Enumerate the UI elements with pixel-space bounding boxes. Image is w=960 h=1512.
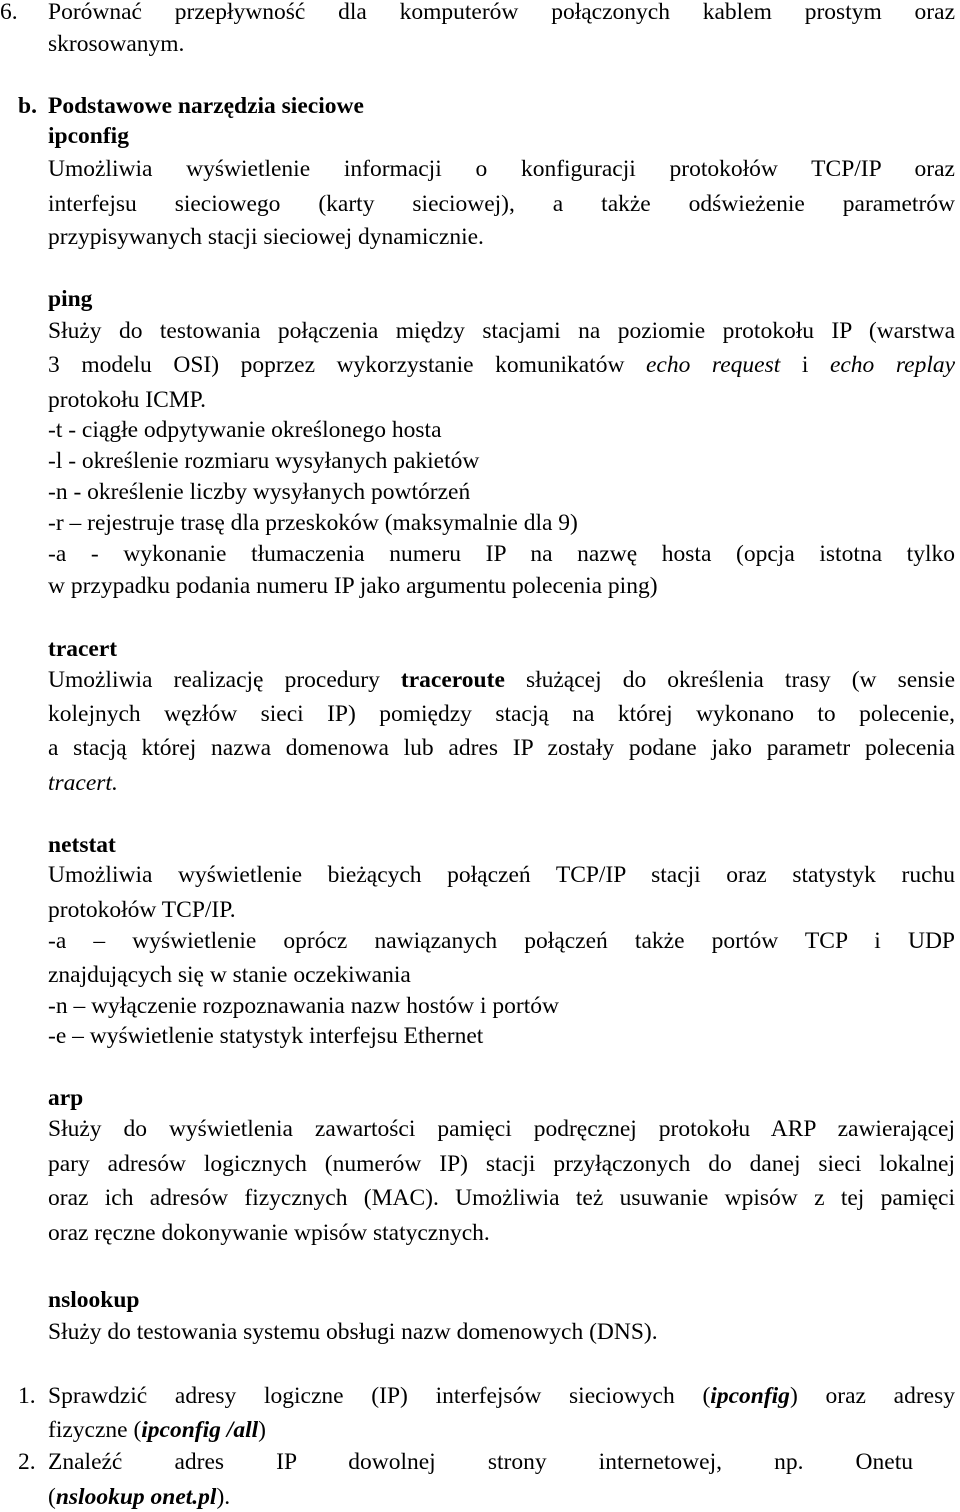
netstat-option-e: -e – wyświetlenie statystyk interfejsu Ethernet	[48, 1023, 484, 1049]
tracert-line-1-text: Umożliwia realizację procedury	[48, 667, 380, 693]
ipconfig-heading: ipconfig	[48, 123, 129, 149]
arp-heading: arp	[48, 1085, 84, 1111]
arp-line-4: oraz ręczne dokonywanie wpisów statycznych.	[48, 1220, 490, 1246]
ping-heading: ping	[48, 286, 93, 312]
task-6-line-2: skrosowanym.	[48, 31, 185, 57]
ping-option-l: -l - określenie rozmiaru wysyłanych pakietów	[48, 448, 480, 474]
arp-line-1: Służy do wyświetlenia zawartości pamięci podręcznej protokołu ARP zawierającej	[48, 1116, 955, 1142]
netstat-line-1: Umożliwia wyświetlenie bieżących połączeń TCP/IP stacji oraz statystyk ruchu	[48, 862, 955, 888]
ping-line-2	[48, 351, 955, 379]
traceroute-term: traceroute	[400, 667, 505, 693]
list-number-2: 2.	[18, 1449, 36, 1475]
section-letter: b.	[18, 93, 37, 119]
netstat-option-n: -n – wyłączenie rozpoznawania nazw hostów i portów	[48, 993, 559, 1019]
task-2-close: ).	[216, 1484, 231, 1510]
tracert-line-1	[48, 666, 955, 694]
task-2-open: (	[48, 1484, 56, 1510]
ping-line-2-and: i	[801, 352, 809, 378]
task-1-text: Sprawdzić adresy logiczne (IP) interfejsów sieciowych (	[48, 1383, 711, 1409]
ipconfig-line-3: przypisywanych stacji sieciowej dynamicznie.	[48, 224, 484, 250]
netstat-line-2: protokołów TCP/IP.	[48, 897, 236, 923]
task-2-line-1: Znaleźć adres IP dowolnej strony internetowej, np. Onetu	[48, 1449, 913, 1475]
tracert-line-4	[48, 769, 955, 797]
ping-option-n: -n - określenie liczby wysyłanych powtórzeń	[48, 479, 471, 505]
ping-option-a-line-1: -a - wykonanie tłumaczenia numeru IP na nazwę hosta (opcja istotna tylko	[48, 541, 955, 567]
ping-line-3: protokołu ICMP.	[48, 387, 206, 413]
task-1-line-1	[48, 1382, 955, 1410]
tracert-line-1-rest: służącej do określenia trasy (w sensie	[525, 667, 955, 693]
ping-option-t: -t - ciągłe odpytywanie określonego hosta	[48, 417, 442, 443]
ipconfig-line-2: interfejsu sieciowego (karty sieciowej), a także odświeżenie parametrów	[48, 191, 955, 217]
ping-option-r: -r – rejestruje trasę dla przeskoków (maksymalnie dla 9)	[48, 510, 578, 536]
tracert-heading: tracert	[48, 636, 118, 662]
ipconfig-command: ipconfig	[710, 1383, 790, 1409]
netstat-option-a-line-1: -a – wyświetlenie oprócz nawiązanych połączeń także portów TCP i UDP	[48, 928, 955, 954]
tracert-line-3: a stacją której nazwa domenowa lub adres IP zostały podane jako parametr polecenia	[48, 735, 955, 761]
ipconfig-all-command: ipconfig /all	[141, 1417, 259, 1443]
task-1-line-2-text: fizyczne (	[48, 1417, 142, 1443]
list-number-6: 6.	[0, 0, 18, 25]
nslookup-heading: nslookup	[48, 1287, 140, 1313]
list-number-1: 1.	[18, 1383, 36, 1409]
nslookup-command: nslookup onet.pl	[55, 1484, 217, 1510]
ping-line-2-text: 3 modelu OSI) poprzez wykorzystanie komunikatów	[48, 352, 625, 378]
task-1-line-2	[48, 1416, 955, 1444]
arp-line-3: oraz ich adresów fizycznych (MAC). Umożliwia też usuwanie wpisów z tej pamięci	[48, 1185, 955, 1211]
echo-replay-term: echo replay	[829, 352, 956, 378]
task-1-line-2-close: )	[258, 1417, 266, 1443]
netstat-heading: netstat	[48, 832, 116, 858]
ping-line-1: Służy do testowania połączenia między stacjami na poziomie protokołu IP (warstwa	[48, 318, 955, 344]
task-1-rest: ) oraz adresy	[789, 1383, 955, 1409]
tracert-line-2: kolejnych węzłów sieci IP) pomiędzy stacją na której wykonano to polecenie,	[48, 701, 955, 727]
task-6-line-1: Porównać przepływność dla komputerów połączonych kablem prostym oraz	[48, 0, 955, 25]
echo-request-term: echo request	[646, 352, 781, 378]
ipconfig-line-1: Umożliwia wyświetlenie informacji o konfiguracji protokołów TCP/IP oraz	[48, 156, 955, 182]
ping-option-a-line-2: w przypadku podania numeru IP jako argumentu polecenia ping)	[48, 573, 658, 599]
arp-line-2: pary adresów logicznych (numerów IP) stacji przyłączonych do danej sieci lokalnej	[48, 1151, 955, 1177]
tracert-term: tracert.	[48, 770, 118, 796]
task-2-line-2	[48, 1483, 955, 1511]
nslookup-line: Służy do testowania systemu obsługi nazw domenowych (DNS).	[48, 1319, 658, 1345]
netstat-option-a-line-2: znajdujących się w stanie oczekiwania	[48, 962, 411, 988]
section-title: Podstawowe narzędzia sieciowe	[48, 93, 364, 119]
